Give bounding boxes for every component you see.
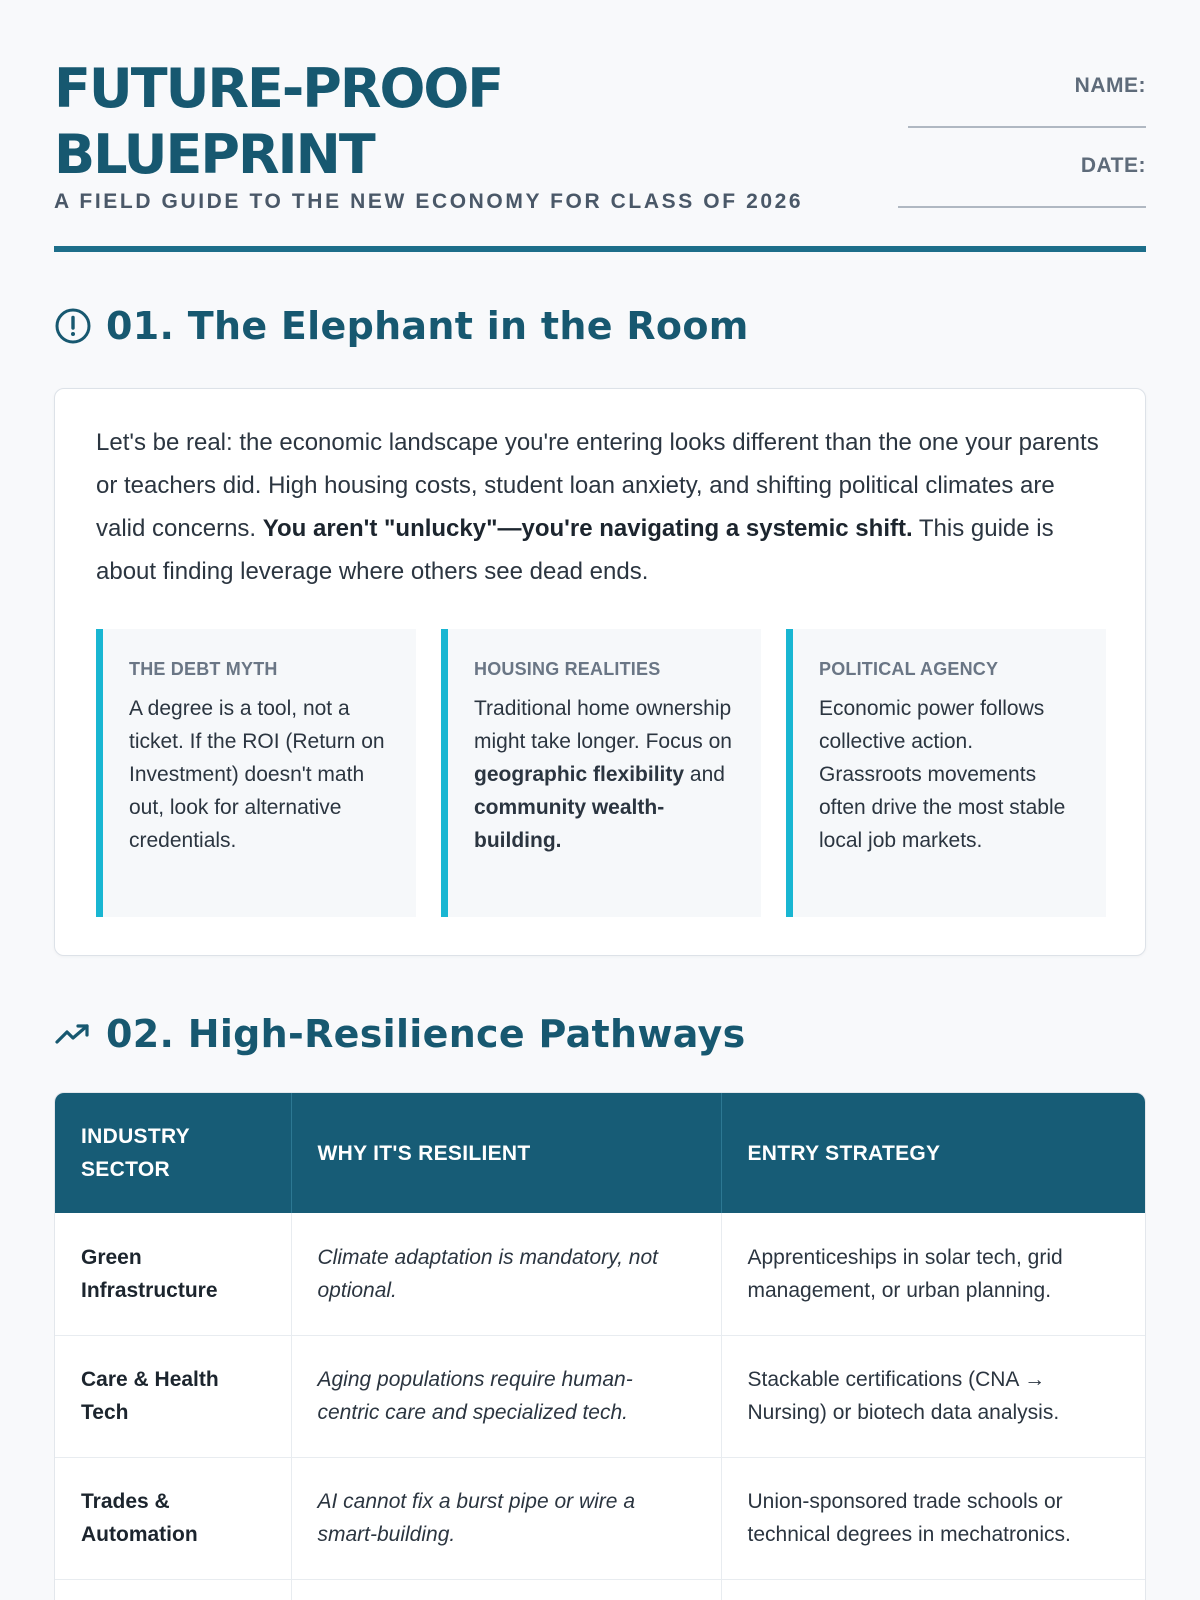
sector-cell: Trades & Automation <box>55 1457 291 1579</box>
page-subtitle: A FIELD GUIDE TO THE NEW ECONOMY FOR CLASS OF 2026 <box>54 190 804 213</box>
callout-housing-realities <box>441 629 761 917</box>
table-row <box>55 1213 1145 1335</box>
entry-cell: Stackable certifications (CNA → Nursing) or biotech data analysis. <box>721 1335 1145 1457</box>
empty-cell <box>721 1579 1145 1600</box>
trending-up-icon <box>54 1015 92 1053</box>
callout-body-start: Traditional home ownership might take longer. Focus on <box>474 697 732 753</box>
alert-circle-icon <box>54 307 92 345</box>
entry-cell: Apprenticeships in solar tech, grid management, or urban planning. <box>721 1213 1145 1335</box>
why-cell: Aging populations require human-centric care and specialized tech. <box>291 1335 721 1457</box>
intro-bold: You aren't "unlucky"—you're navigating a systemic shift. <box>262 515 913 542</box>
table-header-row <box>55 1093 1145 1213</box>
sector-cell: Green Infrastructure <box>55 1213 291 1335</box>
section-1-title: 01. The Elephant in the Room <box>106 304 749 348</box>
callout-body: A degree is a tool, not a ticket. If the ROI (Return on Investment) doesn't math out, look for alternative credentials. <box>129 697 385 852</box>
title-line-2: BLUEPRINT <box>54 123 374 186</box>
column-header-entry: ENTRY STRATEGY <box>721 1093 1145 1213</box>
section-2-heading <box>54 1012 746 1056</box>
section-2-title: 02. High-Resilience Pathways <box>106 1012 746 1056</box>
intro-paragraph <box>96 421 1106 593</box>
page-title <box>54 56 694 188</box>
intro-end: This guide is about finding leverage where others see dead ends. <box>96 515 1054 585</box>
callout-title: HOUSING REALITIES <box>474 659 661 679</box>
callout-row <box>96 629 1106 917</box>
callout-title: POLITICAL AGENCY <box>819 659 999 679</box>
worksheet-page <box>54 0 1146 1546</box>
header <box>54 0 1146 256</box>
callout-political-agency <box>786 629 1106 917</box>
intro-text: Let's be real: the economic landscape you're entering looks different than the one your parents or teachers did. High housing costs, student loan anxiety, and shifting political climates are valid concerns. <box>96 429 1099 542</box>
name-field[interactable] <box>908 126 1146 128</box>
date-label: DATE: <box>1080 154 1146 177</box>
title-line-1: FUTURE-PROOF <box>54 57 503 120</box>
callout-bold-2: community wealth-building. <box>474 796 665 852</box>
name-label: NAME: <box>1074 74 1146 97</box>
callout-debt-myth <box>96 629 416 917</box>
callout-bold-1: geographic flexibility <box>474 763 685 786</box>
table-row <box>55 1335 1145 1457</box>
callout-body-middle: and <box>689 763 725 786</box>
column-header-why: WHY IT'S RESILIENT <box>291 1093 721 1213</box>
table-row <box>55 1579 1145 1600</box>
callout-body: Economic power follows collective action. Grassroots movements often drive the most stable local job markets. <box>819 697 1066 852</box>
date-field[interactable] <box>898 206 1146 208</box>
entry-cell: Union-sponsored trade schools or technical degrees in mechatronics. <box>721 1457 1145 1579</box>
why-cell: AI cannot fix a burst pipe or wire a smart-building. <box>291 1457 721 1579</box>
callout-title: THE DEBT MYTH <box>129 659 278 679</box>
why-cell: Climate adaptation is mandatory, not optional. <box>291 1213 721 1335</box>
elephant-card <box>54 388 1146 956</box>
student-info <box>886 74 1146 208</box>
empty-cell <box>55 1579 291 1600</box>
table-row <box>55 1457 1145 1579</box>
pathways-table <box>54 1092 1146 1600</box>
sector-cell: Care & Health Tech <box>55 1335 291 1457</box>
column-header-sector: INDUSTRY SECTOR <box>55 1093 291 1213</box>
callout-body <box>474 692 735 857</box>
section-1-heading <box>54 304 749 348</box>
empty-cell <box>291 1579 721 1600</box>
header-divider <box>54 246 1146 252</box>
